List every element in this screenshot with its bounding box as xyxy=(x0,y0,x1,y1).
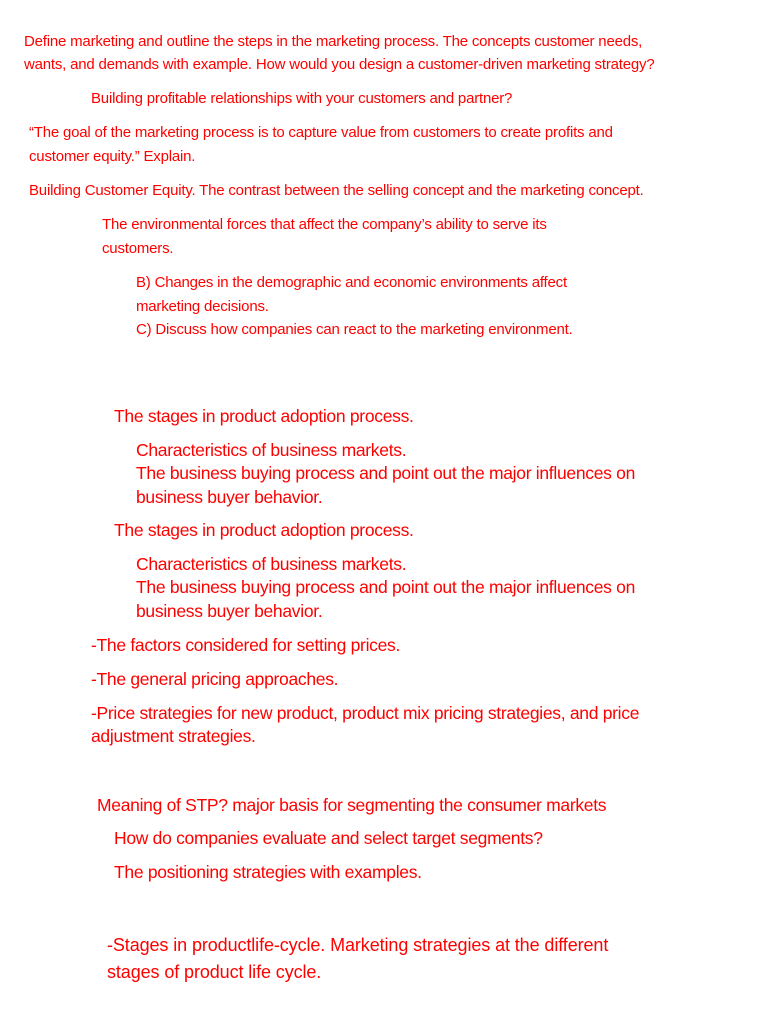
question-marketing-definition-line-2: wants, and demands with example. How would you design a customer-driven marketing strategy? xyxy=(24,56,655,73)
question-product-life-cycle-line-2: stages of product life cycle. xyxy=(107,962,322,982)
question-react-environment: C) Discuss how companies can react to the marketing environment. xyxy=(136,321,573,338)
question-pricing-approaches: -The general pricing approaches. xyxy=(91,669,339,689)
question-demographic-changes-line-2: marketing decisions. xyxy=(136,298,269,315)
question-buying-process-1-line-1: The business buying process and point out the major influences on xyxy=(136,463,636,483)
question-positioning-strategies: The positioning strategies with examples. xyxy=(114,862,422,882)
question-business-markets-2: Characteristics of business markets. xyxy=(136,554,407,574)
question-environmental-forces-line-2: customers. xyxy=(102,240,174,257)
question-demographic-changes-line-1: B) Changes in the demographic and economic environments affect xyxy=(136,274,567,291)
question-target-segments: How do companies evaluate and select target segments? xyxy=(114,828,543,848)
question-buying-process-2-line-2: business buyer behavior. xyxy=(136,601,323,621)
question-goal-quote-line-1: “The goal of the marketing process is to capture value from customers to create profits and xyxy=(29,124,613,141)
question-marketing-definition-line-1: Define marketing and outline the steps in the marketing process. The concepts customer needs, xyxy=(24,33,643,50)
question-adoption-stages-1: The stages in product adoption process. xyxy=(114,406,414,426)
question-buying-process-2-line-1: The business buying process and point out the major influences on xyxy=(136,577,636,597)
question-customer-relationships: Building profitable relationships with your customers and partner? xyxy=(91,90,513,107)
question-environmental-forces-line-1: The environmental forces that affect the company’s ability to serve its xyxy=(102,216,547,233)
question-buying-process-1-line-2: business buyer behavior. xyxy=(136,487,323,507)
question-customer-equity: Building Customer Equity. The contrast between the selling concept and the marketing concept. xyxy=(29,182,644,199)
question-price-strategies-line-1: -Price strategies for new product, product mix pricing strategies, and price xyxy=(91,703,640,723)
question-adoption-stages-2: The stages in product adoption process. xyxy=(114,520,414,540)
question-business-markets-1: Characteristics of business markets. xyxy=(136,440,407,460)
question-product-life-cycle-line-1: -Stages in productlife-cycle. Marketing strategies at the different xyxy=(107,935,609,955)
question-pricing-factors: -The factors considered for setting prices. xyxy=(91,635,401,655)
question-price-strategies-line-2: adjustment strategies. xyxy=(91,726,256,746)
question-stp-meaning: Meaning of STP? major basis for segmenting the consumer markets xyxy=(97,795,607,815)
question-goal-quote-line-2: customer equity.” Explain. xyxy=(29,148,196,165)
